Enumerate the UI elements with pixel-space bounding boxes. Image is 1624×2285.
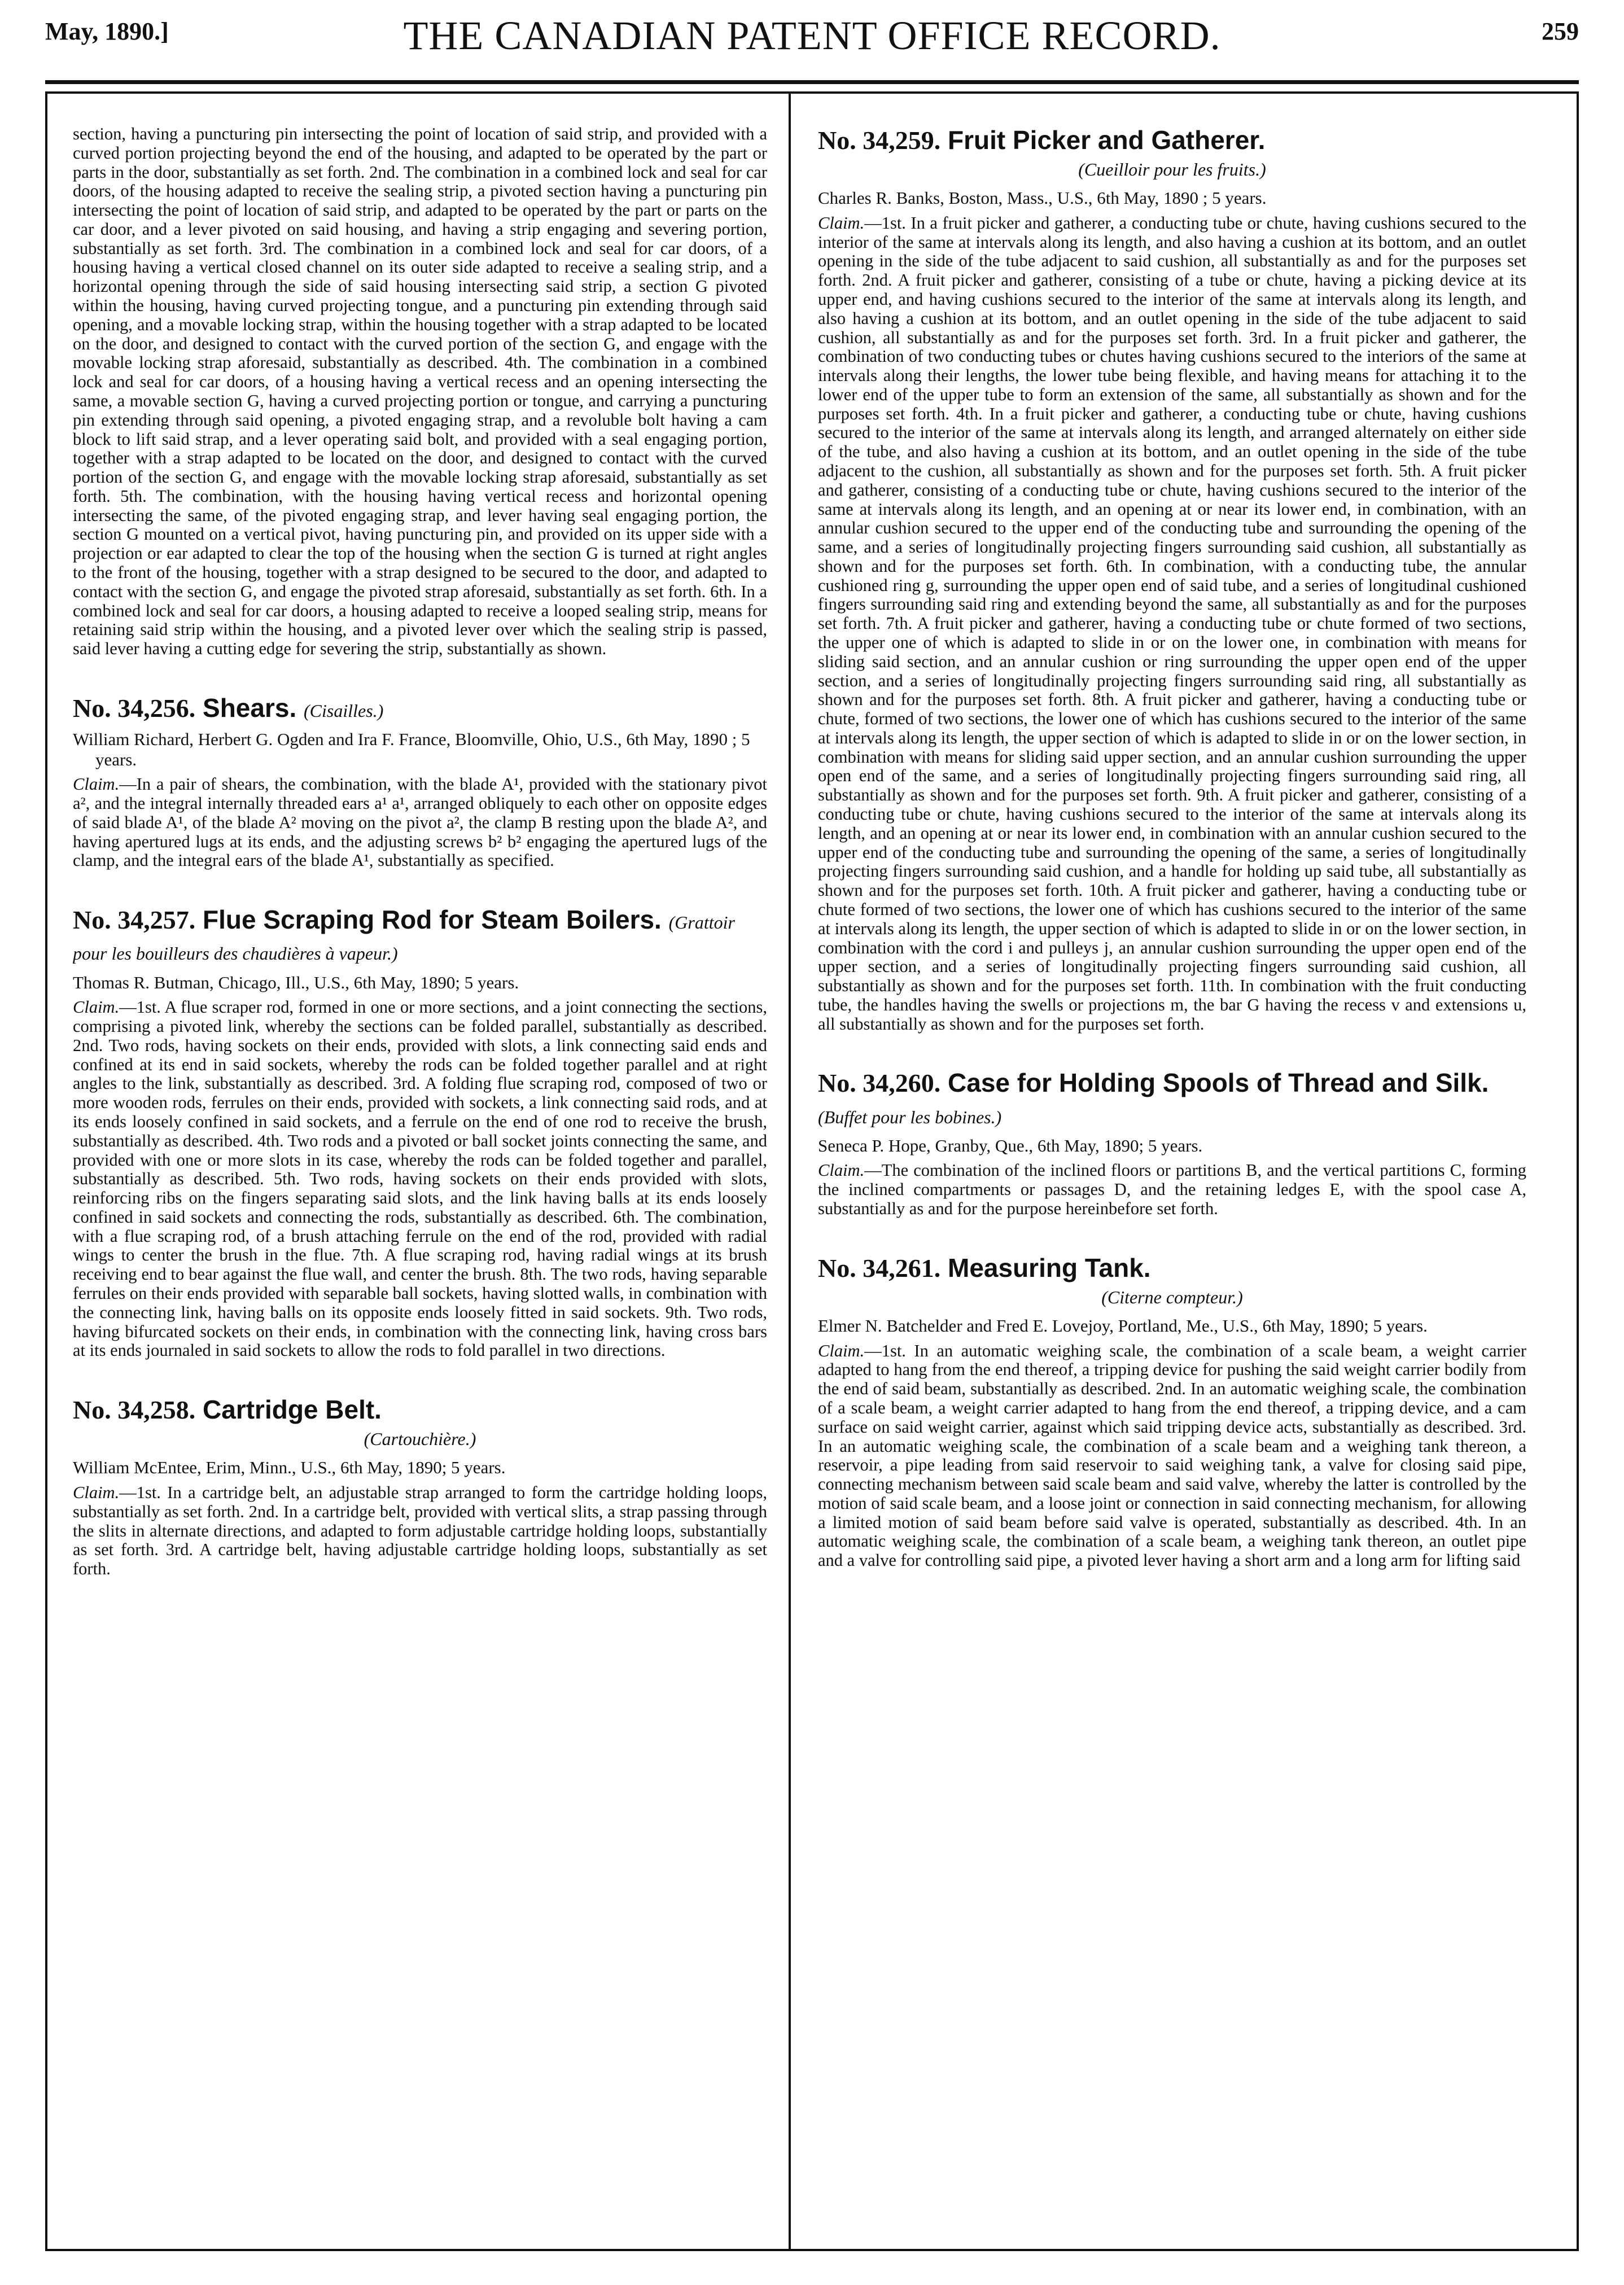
patent-heading (818, 1253, 1526, 1284)
patent-title: Measuring Tank. (948, 1253, 1151, 1282)
patent-claim (818, 214, 1526, 1034)
patent-title: Cartridge Belt. (203, 1395, 382, 1425)
patent-number: No. 34,257. (73, 905, 196, 935)
patent-title: Case for Holding Spools of Thread and Silk. (948, 1068, 1489, 1098)
patent-heading (818, 1067, 1526, 1130)
claim-text: —1st. In a fruit picker and gatherer, a conducting tube or chute, having cushions secured to the interior of the same at intervals along its length, and also having a cushion at its bottom, and an outlet opening in the side of the tube adjacent to said cushion, all substantially as and for the purposes set forth. 2nd. A fruit picker and gatherer, consisting of a tube or chute, having a picking device at its upper end, and having cushions secured to the interior of the same at intervals along its length, and also having a cushion at its bottom, and an outlet opening in the side of the tube adjacent to said cushion, all substantially as and for the purposes set forth. 3rd. In a fruit picker and gatherer, the combination of two conducting tubes or chutes having cushions secured to the interiors of the same at intervals along their lengths, the lower tube being flexible, and having means for attaching it to the lower end of the upper tube to form an extension of the same, all substantially as shown and for the purposes set forth. 4th. In a fruit picker and gatherer, a conducting tube or chute, having cushions secured to the interior of the same at intervals along its length, and arranged alternately on either side of the tube, and also having a cushion at its bottom, and an outlet opening in the side of the tube adjacent to the cushion, all substantially as shown and for the purposes set forth. 5th. A fruit picker and gatherer, consisting of a conducting tube or chute, having cushions secured to the interior of the same at intervals along its length, and an opening at or near its lower end, in combination, with an annular cushion secured to the upper end of the conducting tube and surrounding the opening of the same, and a series of longitudinally projecting fingers surrounding said cushion, all substantially as shown and for the purposes set forth. 6th. In combination, with a conducting tube, the annular cushioned ring g, surrounding the upper open end of said tube, and a series of longitudinal cushioned fingers surrounding said ring and extending beyond the same, all substantially as and for the purposes set forth. 7th. A fruit picker and gatherer, having a conducting tube or chute formed of two sections, the upper one of which is adapted to slide in or on the lower one, in combination with means for sliding said section, and an annular cushion or ring surrounding the upper open end of the upper section, and a series of longitudinally projecting fingers surrounding said ring, all substantially as shown and for the purposes set forth. 8th. A fruit picker and gatherer, having a conducting tube or chute, formed of two sections, the lower one of which has cushions secured to the interior of the same at intervals along its length, the upper section of which is adapted to slide in or on the lower section, in combination with means for sliding said upper section, and an annular cushion surrounding the upper open end of the same, and a series of longitudinally projecting fingers surrounding said ring, all substantially as shown and for the purposes set forth. 9th. A fruit picker and gatherer, consisting of a conducting tube or chute, having cushions secured to the interior of the same at intervals along its length, and an opening at or near its lower end, in combination with an annular cushion secured to the upper end of the conducting tube and surrounding the opening of the same, a series of longitudinally projecting fingers surrounding said cushion, and a handle for holding up said tube, all substantially as shown and for the purposes set forth. 10th. A fruit picker and gatherer, having a conducting tube or chute formed of two sections, the lower one of which has cushions secured to the interior of the same at intervals along its length, the upper section of which is adapted to slide in or on the lower section, in combination with the cord i and pulleys j, an annular cushion surrounding the upper open end of the upper section, and a series of longitudinally projecting fingers surrounding said cushion, all substantially as shown and for the purposes set forth. 11th. In combination with the fruit conducting tube, the handles having the swells or projections m, the bar G having the recess v and extensions u, all substantially as shown and for the purposes set forth. (818, 213, 1526, 1034)
claim-label: Claim. (73, 997, 120, 1017)
column-divider (789, 94, 791, 2249)
patent-french-title: (Grattoir pour les bouilleurs des chaudières à vapeur.) (73, 912, 735, 964)
patent-french-title: (Cisailles.) (304, 700, 384, 721)
patent-french-title: (Buffet pour les bobines.) (818, 1106, 1002, 1127)
patent-inventor: Charles R. Banks, Boston, Mass., U.S., 6th May, 1890 ; 5 years. (818, 188, 1267, 208)
patent-inventor: Seneca P. Hope, Granby, Que., 6th May, 1890; 5 years. (818, 1135, 1203, 1155)
patent-claim (818, 1342, 1526, 1570)
page-frame (45, 91, 1579, 2251)
patent-number: No. 34,256. (73, 693, 196, 723)
patent-french-title: (Citerne compteur.) (1101, 1286, 1243, 1307)
patent-heading (818, 125, 1526, 156)
patent-inventor: William Richard, Herbert G. Ogden and Ira F. France, Bloomville, Ohio, U.S., 6th May, 1890 ; 5 years. (73, 729, 750, 769)
header-date: May, 1890.] (45, 17, 169, 45)
claim-text: —The combination of the inclined floors or partitions B, and the vertical partitions C, forming the inclined compartments or passages D, and the retaining ledges E, with the spool case A, substantially as and for the purpose hereinbefore set forth. (818, 1161, 1526, 1218)
patent-claim (73, 998, 767, 1360)
patent-entry-34259 (818, 125, 1526, 1034)
patent-entry-34261 (818, 1253, 1526, 1570)
patent-number: No. 34,258. (73, 1395, 196, 1425)
patent-number: No. 34,259. (818, 126, 941, 155)
patent-entry-34260 (818, 1067, 1526, 1218)
patent-heading (73, 693, 767, 724)
patent-entry-34258 (73, 1394, 767, 1579)
patent-french-title: (Cueilloir pour les fruits.) (1078, 159, 1266, 180)
patent-french-title: (Cartouchière.) (364, 1429, 476, 1450)
publication-title: THE CANADIAN PATENT OFFICE RECORD. (403, 13, 1221, 58)
claim-label: Claim. (818, 1161, 865, 1180)
claim-text: —In a pair of shears, the combination, with the blade A¹, provided with the stationary pivot a², and the integral internally threaded ears a¹ a¹, arranged obliquely to each other on opposite edges of said blade A¹, of the blade A² moving on the pivot a², the clamp B resting upon the blade A², and having apertured lugs at its ends, and the adjusting screws b² b² engaging the apertured lugs of the clamp, and the integral ears of the blade A¹, substantially as specified. (73, 774, 767, 870)
continued-claim-text: section, having a puncturing pin intersecting the point of location of said strip, and provided with a curved portion projecting beyond the end of the housing, and adapted to be operated by the part or parts in the door, substantially as set forth. 2nd. The combination in a combined lock and seal for car doors, of the housing adapted to receive the sealing strip, a pivoted section having a puncturing pin intersecting the point of location of said strip, and adapted to be operated by the part or parts on the car door, and a lever pivoted on said housing, and having a strip engaging and severing portion, substantially as set forth. 3rd. The combination in a combined lock and seal for car doors, of a housing having a vertical closed channel on its outer side adapted to receive a sealing strip, and a horizontal opening through the side of said housing intersecting said strip, a section G pivoted within the housing, having curved projecting tongue, and a puncturing pin extending through said opening, and a movable locking strap, within the housing together with a strap adapted to be located on the door, and designed to contact with the curved portion of the section G, and engage with the movable locking strap aforesaid, substantially as described. 4th. The combination in a combined lock and seal for car doors, of a housing having a vertical recess and an opening intersecting the same, a movable section G, having a curved projecting portion or tongue, and carrying a puncturing pin extending through said opening, a pivoted engaging strap, and a revoluble bolt having a cam block to lift said strap, and a lever operating said bolt, and provided with a seal engaging portion, together with a strap adapted to be located on the door, and designed to contact with the curved portion of the section G, and engage with the movable locking strap aforesaid, substantially as set forth. 5th. The combination, with the housing having vertical recess and horizontal opening intersecting the same, of the pivoted engaging strap, and lever having seal engaging portion, the section G mounted on a vertical pivot, having puncturing pin, and provided on its upper side with a projection or ear adapted to clear the top of the housing when the section G is turned at right angles to the front of the housing, together with a strap designed to be secured to the door, and adapted to contact with the section G, and engage the pivoted strap aforesaid, substantially as set forth. 6th. In a combined lock and seal for car doors, a housing adapted to receive a looped sealing strip, means for retaining said strip within the housing, and a pivoted lever over which the sealing strip is passed, said lever having a cutting edge for severing the strip, substantially as shown. (73, 125, 767, 659)
claim-text: —1st. In an automatic weighing scale, the combination of a scale beam, a weight carrier adapted to hang from the end thereof, a tripping device for pushing the said weight carrier bodily from the end of said beam, substantially as described. 2nd. In an automatic weighing scale, the combination of a scale beam, a weight carrier adapted to hang from the end thereof, a tripping device, and a cam surface on said weight carrier, against which said tripping device acts, substantially as described. 3rd. In an automatic weighing scale, the combination of a scale beam and a weighing tank thereon, a reservoir, a pipe leading from said reservoir to said weighing tank, a valve for closing said pipe, connecting mechanism between said scale beam and said valve, whereby the latter is controlled by the motion of said scale beam, and a loose joint or connection in said connecting mechanism, for allowing a limited motion of said beam before said valve is operated, substantially as described. 4th. In an automatic weighing scale, the combination of a scale beam, a weighing tank thereon, an outlet pipe and a valve for controlling said pipe, a pivoted lever having a short arm and a long arm for lifting said (818, 1341, 1526, 1570)
right-column (818, 125, 1526, 2238)
patent-title: Flue Scraping Rod for Steam Boilers. (203, 905, 662, 935)
claim-label: Claim. (818, 1341, 865, 1360)
patent-heading (73, 904, 767, 966)
patent-claim (818, 1161, 1526, 1218)
claim-label: Claim. (818, 213, 865, 233)
patent-title: Fruit Picker and Gatherer. (948, 125, 1266, 155)
patent-entry-34257 (73, 904, 767, 1360)
patent-heading (73, 1394, 767, 1425)
header-rule (45, 80, 1579, 84)
patent-inventor: Thomas R. Butman, Chicago, Ill., U.S., 6th May, 1890; 5 years. (73, 972, 519, 992)
claim-text: —1st. A flue scraper rod, formed in one or more sections, and a joint connecting the sections, comprising a pivoted link, whereby the sections can be folded parallel, substantially as described. 2nd. Two rods, having sockets on their ends, provided with slots, a link connecting said ends and confined at its end in said sockets, whereby the rods can be folded together parallel and at right angles to the link, substantially as described. 3rd. A folding flue scraping rod, composed of two or more wooden rods, ferrules on their ends, provided with sockets, a link connecting said rods, and at its ends loosely confined in said sockets, and a ferrule on the end of one rod to receive the brush, substantially as described. 4th. Two rods and a pivoted or ball socket joints connecting the same, and provided with one or more slots in its case, whereby the rods can be folded together and parallel, substantially as described. 5th. Two rods, having sockets on their ends provided with slots, reinforcing ribs on the fingers separating said slots, and the link having balls at its ends loosely confined in said sockets and connecting the rods, substantially as described. 6th. The combination, with a flue scraping rod, of a brush attaching ferrule on the end of the rod, provided with radial wings to center the brush in the flue. 7th. A flue scraping rod, having radial wings at its brush receiving end to bear against the flue wall, and center the brush. 8th. The two rods, having separable ferrules on their ends provided with separable ball sockets, having slotted walls, in combination with the connecting link, having balls on its opposite ends loosely fitted in said sockets. 9th. Two rods, having bifurcated sockets on their ends, in combination with the connecting link, having cross bars at its ends journaled in said sockets to allow the rods to fold parallel in two directions. (73, 997, 767, 1360)
left-column (73, 125, 767, 2238)
claim-label: Claim. (73, 1482, 120, 1502)
patent-inventor: Elmer N. Batchelder and Fred E. Lovejoy, Portland, Me., U.S., 6th May, 1890; 5 years. (818, 1315, 1428, 1336)
patent-inventor: William McEntee, Erim, Minn., U.S., 6th May, 1890; 5 years. (73, 1457, 506, 1478)
patent-number: No. 34,260. (818, 1069, 941, 1098)
patent-entry-34256 (73, 693, 767, 870)
claim-text: —1st. In a cartridge belt, an adjustable strap arranged to form the cartridge holding loops, substantially as set forth. 2nd. In a cartridge belt, provided with vertical slits, a strap passing through the slits in alternate directions, and adapted to form adjustable cartridge holding loops, substantially as set forth. 3rd. A cartridge belt, having adjustable cartridge holding loops, substantially as set forth. (73, 1482, 767, 1579)
claim-label: Claim. (73, 774, 120, 794)
page-number: 259 (1542, 17, 1579, 45)
patent-number: No. 34,261. (818, 1253, 941, 1282)
patent-claim (73, 775, 767, 870)
patent-claim (73, 1483, 767, 1579)
patent-title: Shears. (203, 693, 297, 723)
